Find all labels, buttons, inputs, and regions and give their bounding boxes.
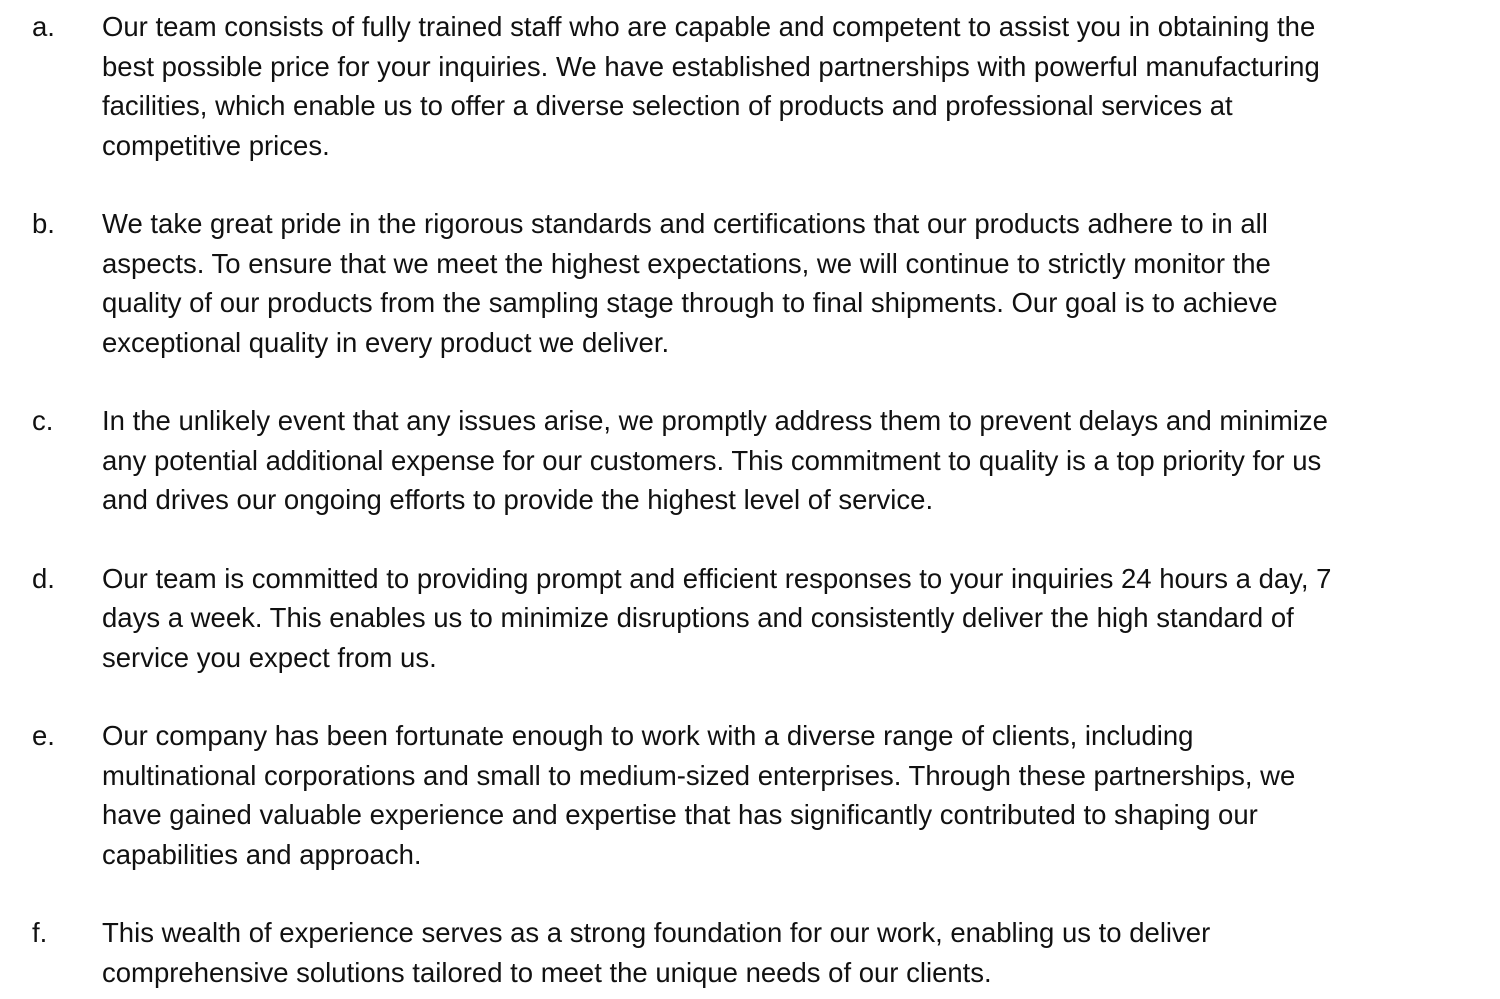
list-item-text: In the unlikely event that any issues arise, we promptly address them to prevent delays and minimize any potential additional expense for our customers. This commitment to quality is a top priority for us and drives our ongoing efforts to provide the highest level of service. bbox=[102, 405, 1328, 515]
list-marker: d. bbox=[32, 562, 55, 594]
list-item-d bbox=[32, 559, 1472, 678]
list-marker: f. bbox=[32, 917, 48, 948]
list-marker: c. bbox=[32, 405, 54, 436]
list-marker: b. bbox=[32, 208, 55, 239]
list-item-e bbox=[32, 716, 1472, 874]
list-item-text: Our company has been fortunate enough to work with a diverse range of clients, including multinational corporations and small to medium-sized enterprises. Through these partnerships, we have gained valuable experience and expertise that has significantly contributed to shaping our capabilities and approach. bbox=[102, 720, 1296, 870]
list-item-f bbox=[32, 913, 1472, 992]
list-marker: a. bbox=[32, 11, 55, 42]
lettered-list bbox=[32, 7, 1472, 992]
list-item-text: We take great pride in the rigorous standards and certifications that our products adhere to in all aspects. To ensure that we meet the highest expectations, we will continue to strictly monitor the quality of our products from the sampling stage through to final shipments. Our goal is to achieve exceptional quality in every product we deliver. bbox=[102, 208, 1278, 358]
list-item-a bbox=[32, 7, 1472, 165]
list-marker: e. bbox=[32, 720, 55, 751]
list-item-c bbox=[32, 401, 1472, 520]
list-item-text: Our team is committed to providing prompt and efficient responses to your inquiries 24 hours a day, 7 days a week. This enables us to minimize disruptions and consistently deliver the high standard of service you expect from us. bbox=[102, 562, 1332, 673]
list-item-text: This wealth of experience serves as a strong foundation for our work, enabling us to deliver comprehensive solutions tailored to meet the unique needs of our clients. bbox=[102, 917, 1211, 988]
list-item-b bbox=[32, 204, 1472, 362]
list-item-text: Our team consists of fully trained staff who are capable and competent to assist you in obtaining the best possible price for your inquiries. We have established partnerships with powerful manufacturing facilities, which enable us to offer a diverse selection of products and professional services at competitive prices. bbox=[102, 11, 1320, 161]
